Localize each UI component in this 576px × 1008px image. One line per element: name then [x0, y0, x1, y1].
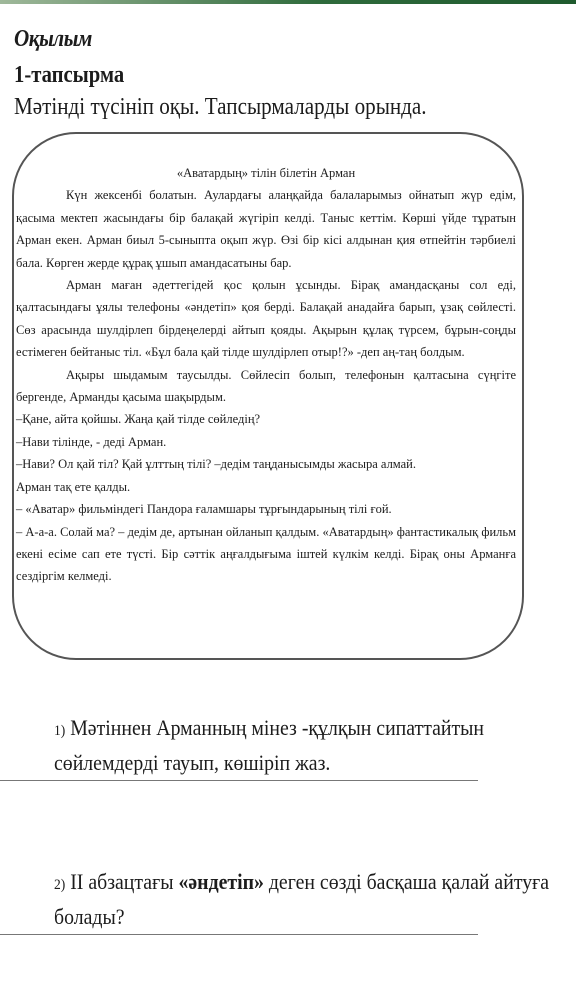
story-paragraph: Күн жексенбі болатын. Аулардағы алаңқайда балаларымыз ойнатып жүр едім, қасыма мектеп жасындағы бір балақай жүгіріп келді. Таныс кеттім. Көрші үйде тұратын Арман екен. Арман биыл 5-сыныпта оқып жүр. Өзі бір кісі алдынан қия өтпейтін тәрбиелі бала. Көрген жерде құрақ ұшып амандасатыны бар. — [16, 188, 516, 270]
question-2 — [54, 866, 558, 932]
answer-line-2 — [0, 934, 478, 935]
question-number: 1) — [54, 723, 66, 739]
top-accent-bar — [0, 0, 576, 4]
story-paragraph: Ақыры шыдамым таусылды. Сөйлесіп болып, телефонын қалтасына сүңгіте бергенде, Арманды қасыма шақырдым. — [16, 367, 516, 405]
question-text: Мәтіннен Арманның мінез -құлқын сипаттайтын сөйлемдерді тауып, көшіріп жаз. — [54, 715, 485, 775]
task-instruction: Мәтінді түсініп оқы. Тапсырмаларды орында. — [14, 94, 427, 120]
story-paragraph: Арман маған әдеттегідей қос қолын ұсынды. Бірақ амандасқаны сол еді, қалтасындағы ұялы телефоны «әндетіп» қоя берді. Балақай анадайға барып, ұзақ сөйлесті. Сөз арасында шулдірлеп бірдеңелерді айтып қояды. Ақырын құлақ түрсем, бұрын-соңды естімеген бейтаныс тіл. «Бұл бала қай тілде шулдірлеп отыр!?» -деп аң-таң болдым. — [16, 278, 516, 360]
section-heading: Оқылым — [14, 26, 92, 52]
dialogue-line: – «Аватар» фильміндегі Пандора ғаламшары тұрғындарының тілі ғой. — [16, 502, 392, 517]
highlighted-word: «әндетіп» — [178, 869, 264, 894]
dialogue-line: –Нави тілінде, - деді Арман. — [16, 434, 167, 449]
question-text-end: деген сөзді басқаша қалай айтуға болады? — [54, 869, 550, 929]
question-number: 2) — [54, 877, 66, 893]
answer-line-1 — [0, 780, 478, 781]
reading-text — [16, 162, 516, 588]
story-title: «Аватардың» тілін білетін Арман — [176, 166, 356, 180]
dialogue-line: –Нави? Ол қай тіл? Қай ұлттың тілі? –дедім таңданысымды жасыра алмай. — [16, 457, 416, 472]
task-heading: 1-тапсырма — [14, 62, 125, 88]
dialogue-line: –Қане, айта қойшы. Жаңа қай тілде сөйледің? — [16, 412, 261, 427]
question-text-start: ІІ абзацтағы — [70, 869, 179, 894]
question-1 — [54, 712, 522, 778]
dialogue-line: Арман тақ ете қалды. — [16, 479, 131, 494]
story-paragraph: – А-а-а. Солай ма? – дедім де, артынан ойланып қалдым. «Аватардың» фантастикалық фильм екені есіме сап ете түсті. Бір сәттік аңғалдығыма іштей күлкім келді. Бірақ оны Арманға сездіргім келмеді. — [16, 524, 516, 584]
